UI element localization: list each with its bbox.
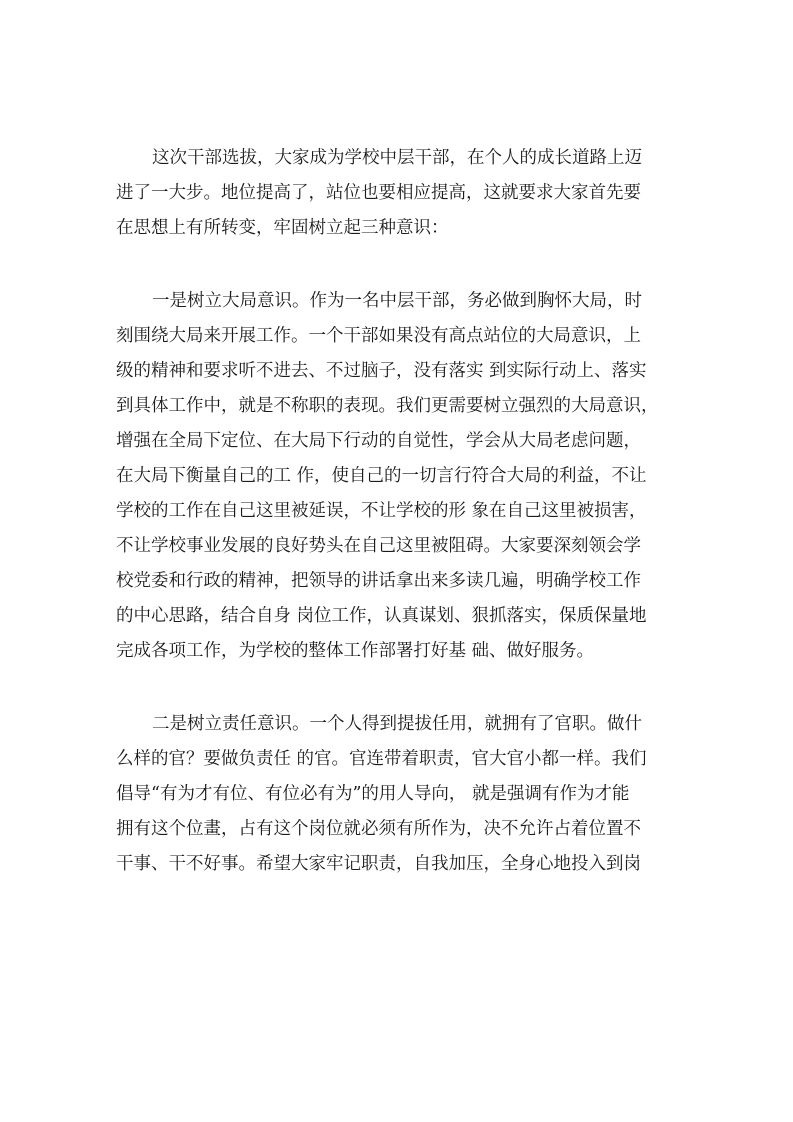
paragraph-responsibility-awareness bbox=[116, 707, 682, 882]
text-line: 到具体工作中，就是不称职的表现。我们更需要树立强烈的大局意识， bbox=[116, 396, 659, 416]
text-line: 刻围绕大局来开展工作。一个干部如果没有高点站位的大局意识，上 bbox=[116, 326, 641, 346]
text-line: 干事、干不好事。希望大家牢记职责，自我加压，全身心地投入到岗 bbox=[116, 854, 641, 874]
document-body bbox=[116, 141, 682, 882]
text-line: 增强在全局下定位、在大局下行动的自觉性，学会从大局老虑问题， bbox=[116, 431, 641, 451]
paragraph-overall-awareness bbox=[116, 284, 682, 669]
paragraph-intro bbox=[116, 141, 682, 246]
text-line: 拥有这个位畫，占有这个岗位就必须有所作为，决不允许占着位置不 bbox=[116, 819, 641, 839]
text-line: 学校的工作在自己这里被延误，不让学校的形 象在自己这里被损害， bbox=[116, 501, 647, 521]
text-line: 在思想上有所转变，牢固树立起三种意识： bbox=[116, 218, 449, 238]
text-line: 一是树立大局意识。作为一名中层干部，务必做到胸怀大局，时 bbox=[152, 291, 642, 311]
text-line: 完成各项工作，为学校的整体工作部署打好基 础、做好服务。 bbox=[116, 641, 595, 661]
text-line: 进了一大步。地位提高了，站位也要相应提高，这就要求大家首先要 bbox=[116, 183, 641, 203]
text-line: 这次干部选拔，大家成为学校中层干部，在个人的成长道路上迈 bbox=[152, 148, 642, 168]
text-line: 么样的官？要做负责任 的官。官连带着职责，官大官小都一样。我们 bbox=[116, 749, 647, 769]
text-line: 校党委和行政的精神，把领导的讲话拿出来多读几遍，明确学校工作 bbox=[116, 571, 641, 591]
paragraph-gap bbox=[116, 246, 682, 284]
text-line: 在大局下衡量自己的工 作，使自己的一切言行符合大局的利益，不让 bbox=[116, 466, 647, 486]
text-line: 级的精神和要求听不进去、不过脑子，没有落实 到实际行动上、落实 bbox=[116, 361, 647, 381]
text-line: 二是树立责任意识。一个人得到提拔任用，就拥有了官职。做什 bbox=[152, 714, 642, 734]
paragraph-gap bbox=[116, 669, 682, 707]
text-line: 的中心思路，结合自身 岗位工作，认真谋划、狠抓落实，保质保量地 bbox=[116, 606, 647, 626]
text-line: 不让学校事业发展的良好势头在自己这里被阻碍。大家要深刻领会学 bbox=[116, 536, 641, 556]
text-line: 倡导“有为才有位、有位必有为”的用人导向， 就是强调有作为才能 bbox=[116, 784, 630, 804]
